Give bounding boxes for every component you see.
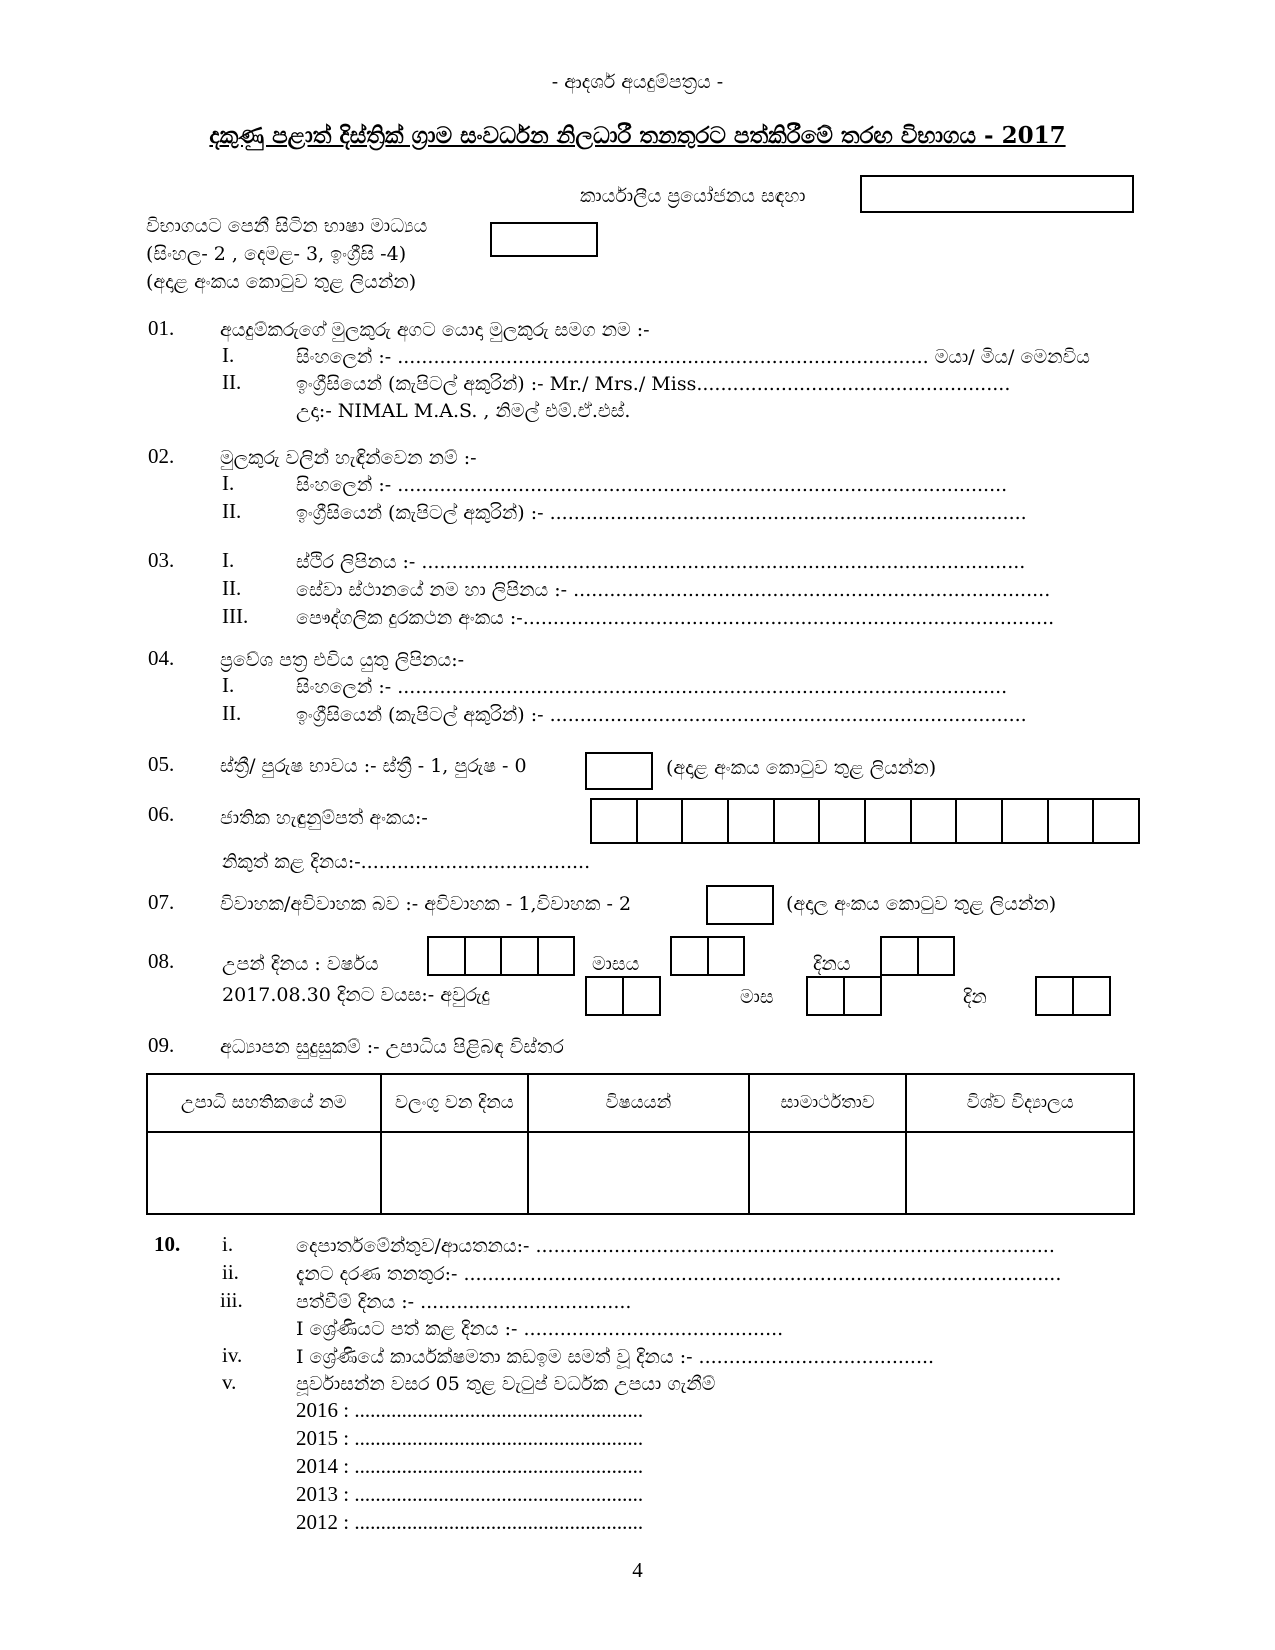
q01-label: අයදුම්කරුගේ මුලකුරු අගට යොදා මුලකුරු සමග නම :-: [220, 319, 650, 341]
age-years-boxes[interactable]: [585, 976, 661, 1016]
age-months-boxes[interactable]: [806, 976, 882, 1016]
office-use-box[interactable]: [860, 175, 1134, 213]
age-years-label: 2017.08.30 දිනට වයස:- අවුරුදු: [222, 984, 490, 1006]
birth-year-boxes[interactable]: [427, 936, 575, 976]
nic-issued-date-field[interactable]: නිකුත් කළ දිනය:-......................................: [222, 851, 591, 873]
q02-name-english-field[interactable]: ඉංග්‍රීසියෙන් (කැපිටල් අකුරින්) :- ...............................................................................: [296, 502, 1027, 524]
effective-date-cell[interactable]: [381, 1132, 529, 1214]
q09-label: අධ්‍යාපන සුදුසුකම් :- උපාධිය පිළිබඳ විස්තර: [220, 1036, 564, 1058]
salary-increments-label: පූර්වාසන්න වසර 05 තුළ වැටුප් වර්ධක උපයා ගැනීම්: [296, 1373, 716, 1395]
q08-number: 08.: [148, 949, 175, 973]
education-table: [146, 1073, 1135, 1215]
medium-note: (අදාළ අංකය කොටුව තුළ ලියන්න): [146, 271, 417, 293]
birth-month-boxes[interactable]: [670, 936, 745, 976]
nic-number-boxes[interactable]: [590, 798, 1140, 844]
q04-address-english-field[interactable]: ඉංග්‍රීසියෙන් (කැපිටල් අකුරින්) :- ...............................................................................: [296, 704, 1027, 726]
q07-label: විවාහක/අවිවාහක බව :- අවිවාහක - 1,විවාහක - 2: [220, 893, 632, 915]
q03-iii-mark: III.: [222, 604, 249, 628]
q01-number: 01.: [148, 316, 175, 340]
pass-cell[interactable]: [749, 1132, 907, 1214]
q04-number: 04.: [148, 646, 175, 670]
q02-name-sinhala-field[interactable]: සිංහලෙන් :- .....................................................................................................: [296, 474, 1008, 496]
appointment-date-field[interactable]: පත්වීම් දිනය :- ...................................: [296, 1291, 632, 1313]
q02-i-mark: I.: [222, 471, 235, 495]
q01-name-english-field[interactable]: ඉංග්‍රීසියෙන් (කැපිටල් අකුරින්) :- Mr./ Mrs./ Miss....................................................: [296, 373, 1011, 395]
birth-day-label: දිනය: [813, 953, 851, 975]
model-form-label: - ආදර්ශ අයදුම්පත්‍රය -: [551, 71, 724, 93]
q10-iv-mark: iv.: [222, 1343, 243, 1367]
birth-year-label: උපන් දිනය : වර්ෂය: [222, 953, 379, 975]
age-days-label: දින: [963, 986, 987, 1008]
increment-2012-field[interactable]: 2012 : .......................................................: [296, 1510, 644, 1534]
q01-name-sinhala-field[interactable]: සිංහලෙන් :- ........................................................................................ මයා/ මිය/ මෙනවිය: [296, 346, 1090, 368]
office-use-label: කාර්යාලීය ප්‍රයෝජනය සඳහා: [580, 185, 806, 207]
q05-note: (අදාළ අංකය කොටුව තුළ ලියන්න): [666, 757, 937, 779]
page-number: 4: [632, 1558, 643, 1582]
page-title: දකුණු පළාත් දිස්ත්‍රික් ග්‍රාම සංවර්ධන නිලධාරී තනතුරට පත්කිරීමේ තරඟ විභාගය - 2017: [209, 122, 1066, 149]
q10-ii-mark: ii.: [222, 1260, 239, 1284]
age-months-label: මාස: [740, 986, 774, 1008]
q03-i-mark: I.: [222, 548, 235, 572]
university-cell[interactable]: [906, 1132, 1134, 1214]
q07-number: 07.: [148, 890, 175, 914]
medium-options: (සිංහල- 2 , දෙමළ- 3, ඉංග්‍රීසි -4): [146, 243, 407, 265]
q02-label: මුලකුරු වලින් හැඳින්වෙන නම් :-: [220, 447, 477, 469]
q03-ii-mark: II.: [222, 576, 242, 600]
age-days-boxes[interactable]: [1035, 976, 1111, 1016]
increment-2015-field[interactable]: 2015 : .......................................................: [296, 1426, 644, 1450]
increment-2014-field[interactable]: 2014 : .......................................................: [296, 1454, 644, 1478]
q01-example: උදා:- NIMAL M.A.S. , නිමල් එම්.ඒ.එස්.: [296, 400, 631, 422]
efficiency-bar-date-field[interactable]: I ශ්‍රේණියේ කාර්යක්ෂමතා කඩඉම සමත් වූ දිනය :- .......................................: [296, 1346, 935, 1368]
q01-i-mark: I.: [222, 343, 235, 367]
gender-input-box[interactable]: [585, 752, 653, 790]
q04-label: ප්‍රවේශ පත්‍ර එවිය යුතු ලිපිනය:-: [220, 649, 465, 671]
q10-number: 10.: [154, 1232, 181, 1256]
q05-label: ස්ත්‍රී/ පුරුෂ භාවය :- ස්ත්‍රී - 1, පුරුෂ - 0: [220, 755, 527, 777]
marital-status-input-box[interactable]: [706, 885, 774, 925]
col-header-degree-name: උපාධි සහතිකයේ නම: [147, 1074, 381, 1132]
table-row: [147, 1132, 1134, 1214]
q10-v-mark: v.: [222, 1370, 237, 1394]
col-header-subjects: විෂයයන්: [528, 1074, 749, 1132]
q05-number: 05.: [148, 752, 175, 776]
increment-2013-field[interactable]: 2013 : .......................................................: [296, 1482, 644, 1506]
birth-month-label: මාසය: [592, 953, 640, 975]
q03-number: 03.: [148, 548, 175, 572]
q10-i-mark: i.: [222, 1232, 234, 1256]
col-header-effective-date: වලංගු වන දිනය: [381, 1074, 529, 1132]
current-post-field[interactable]: දැනට දරණ තනතුර:- ...................................................................................................: [296, 1263, 1062, 1285]
q02-ii-mark: II.: [222, 499, 242, 523]
q02-number: 02.: [148, 444, 175, 468]
subjects-cell[interactable]: [528, 1132, 749, 1214]
q04-address-sinhala-field[interactable]: සිංහලෙන් :- .....................................................................................................: [296, 676, 1008, 698]
increment-2016-field[interactable]: 2016 : .......................................................: [296, 1398, 644, 1422]
medium-input-box[interactable]: [490, 222, 598, 257]
q09-number: 09.: [148, 1033, 175, 1057]
department-field[interactable]: දෙපාර්තමේන්තුව/ආයතනය:- ......................................................................................: [296, 1235, 1055, 1257]
degree-name-cell[interactable]: [147, 1132, 381, 1214]
grade-one-date-field[interactable]: I ශ්‍රේණියට පත් කළ දිනය :- ...........................................: [296, 1318, 784, 1340]
q01-ii-mark: II.: [222, 370, 242, 394]
q10-iii-mark: iii.: [220, 1288, 243, 1312]
education-table-header: [147, 1074, 1134, 1132]
col-header-pass: සාමාර්ථතාව: [749, 1074, 907, 1132]
birth-day-boxes[interactable]: [880, 936, 955, 976]
permanent-address-field[interactable]: ස්ථිර ලිපිනය :- ....................................................................................................: [296, 551, 1026, 573]
q04-ii-mark: II.: [222, 701, 242, 725]
q06-number: 06.: [148, 802, 175, 826]
q04-i-mark: I.: [222, 673, 235, 697]
col-header-university: විශ්ව විද්‍යාලය: [906, 1074, 1134, 1132]
phone-number-field[interactable]: පෞද්ගලික දුරකථන අංකය :-........................................................................................: [296, 607, 1055, 629]
q06-label: ජාතික හැඳුනුම්පත් අංකය:-: [220, 807, 428, 829]
q07-note: (අදාල අංකය කොටුව තුළ ලියන්න): [786, 893, 1057, 915]
medium-label: විභාගයට පෙනී සිටින භාෂා මාධ්‍යය: [146, 215, 428, 237]
workplace-address-field[interactable]: සේවා ස්ථානයේ නම හා ලිපිනය :- ...............................................................................: [296, 579, 1051, 601]
